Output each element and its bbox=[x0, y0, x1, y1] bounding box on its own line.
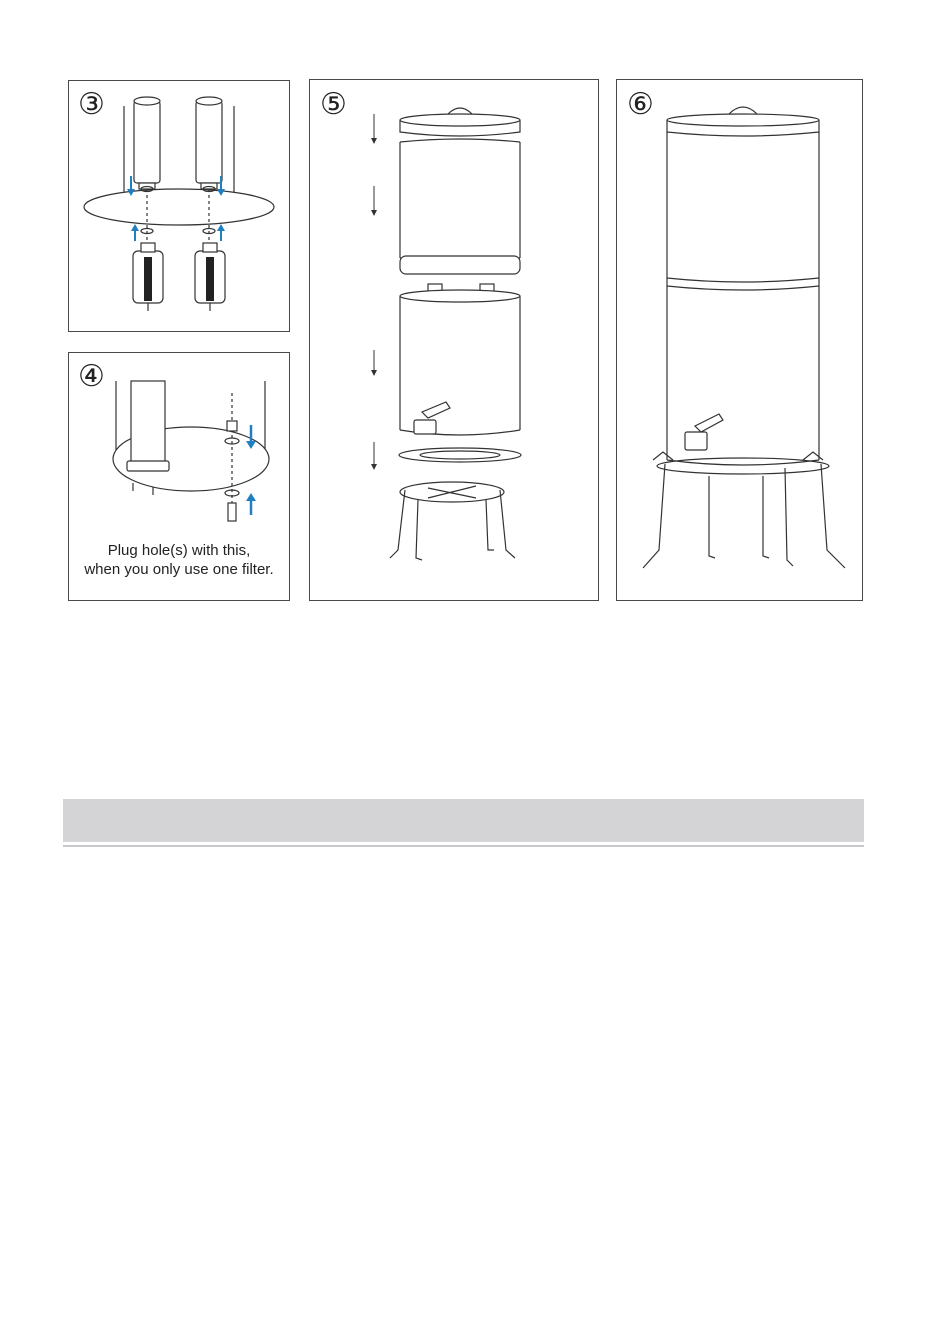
caption-line-2: when you only use one filter. bbox=[84, 561, 274, 578]
caption-line-1: Plug hole(s) with this, bbox=[107, 542, 251, 559]
step-number: ⑥ bbox=[627, 87, 654, 122]
section-header-bar bbox=[63, 799, 864, 842]
step-number: ③ bbox=[78, 87, 105, 122]
step-number: ④ bbox=[78, 359, 105, 394]
section-divider bbox=[63, 845, 864, 847]
stacking-illustration bbox=[310, 80, 600, 602]
step-number: ⑤ bbox=[320, 87, 347, 122]
step-4-panel bbox=[68, 352, 290, 601]
filter-insertion-illustration bbox=[69, 81, 291, 333]
assembled-dispenser-illustration bbox=[617, 80, 864, 602]
step-6-panel bbox=[616, 79, 863, 601]
step-3-panel bbox=[68, 80, 290, 332]
step-5-panel bbox=[309, 79, 599, 601]
